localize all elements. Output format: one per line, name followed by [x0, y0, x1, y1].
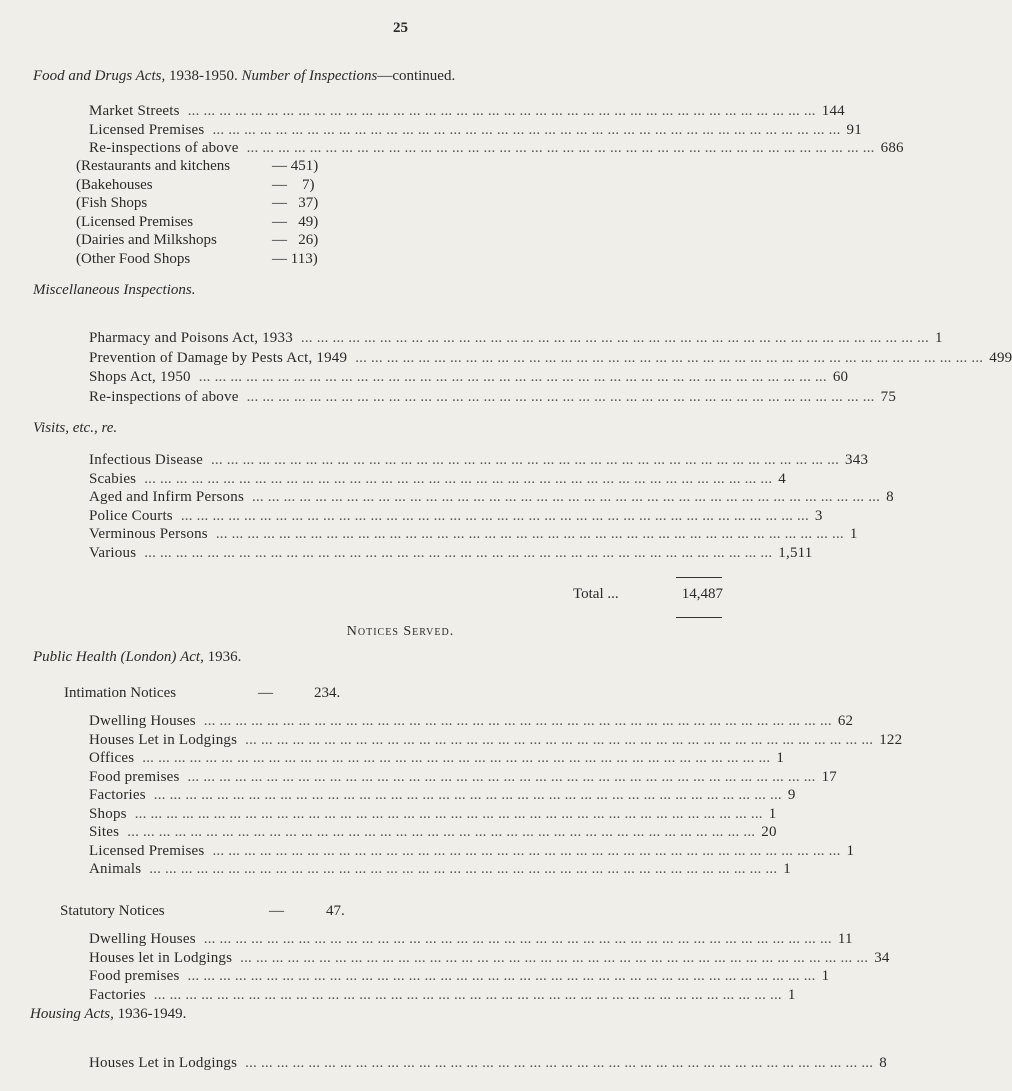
row-value: 75	[880, 388, 897, 405]
row-label: Sites	[89, 824, 120, 840]
row-label: Food premises	[89, 768, 180, 785]
row-label: Licensed Premises	[89, 121, 205, 138]
row-label: Re-inspections of above	[89, 388, 239, 405]
statutory-dash: —	[269, 903, 284, 919]
row-value: 1,511	[778, 544, 813, 561]
row-label: Aged and Infirm Persons	[89, 489, 244, 505]
food-inspection-row	[89, 140, 904, 158]
housing-row	[89, 1055, 887, 1073]
row-value: 8	[886, 489, 894, 505]
row-value: 60	[832, 369, 849, 385]
misc-inspection-row	[89, 330, 943, 348]
visit-row	[89, 470, 786, 489]
row-label: Market Streets	[89, 103, 180, 119]
food-inspection-row	[89, 103, 845, 121]
intimation-dash: —	[258, 685, 273, 701]
visits-heading	[33, 420, 117, 437]
reinspection-breakdown-row	[76, 158, 376, 175]
dot-leader: ... ... ... ... ... ... ... ... ... ... ... ... ... ... ... ... ... ... ... ... ... ... ... ... ... ... ... ... ... ... ... ... ... ... ... ... ... ... ... ...	[153, 986, 782, 1003]
intimation-notice-row	[89, 750, 785, 768]
statutory-notice-row	[89, 949, 890, 968]
dot-leader: ... ... ... ... ... ... ... ... ... ... ... ... ... ... ... ... ... ... ... ... ... ... ... ... ... ... ... ... ... ... ... ... ... ... ... ... ... ... ... ...	[187, 968, 816, 984]
dot-leader: ... ... ... ... ... ... ... ... ... ... ... ... ... ... ... ... ... ... ... ... ... ... ... ... ... ... ... ... ... ... ... ... ... ... ... ... ... ... ... ...	[246, 388, 875, 405]
row-label: Pharmacy and Poisons Act, 1933	[89, 330, 293, 346]
row-label: Factories	[89, 986, 146, 1003]
intimation-notice-row	[89, 805, 777, 824]
misc-inspection-row	[89, 349, 1012, 368]
visit-row	[89, 507, 823, 526]
dot-leader: ... ... ... ... ... ... ... ... ... ... ... ... ... ... ... ... ... ... ... ... ... ... ... ... ... ... ... ... ... ... ... ... ... ... ... ... ... ... ... ...	[355, 349, 984, 366]
total-rule-bottom	[676, 617, 722, 618]
food-drugs-heading	[33, 68, 455, 85]
row-label: Houses let in Lodgings	[89, 949, 233, 966]
intimation-notice-row	[89, 824, 777, 842]
breakdown-label: (Other Food Shops	[76, 250, 191, 267]
intimation-notice-row	[89, 861, 791, 879]
intimation-notice-row	[89, 731, 903, 750]
breakdown-label: (Bakehouses	[76, 176, 153, 193]
dot-leader: ... ... ... ... ... ... ... ... ... ... ... ... ... ... ... ... ... ... ... ... ... ... ... ... ... ... ... ... ... ... ... ... ... ... ... ... ... ... ... ...	[252, 489, 881, 505]
dot-leader: ... ... ... ... ... ... ... ... ... ... ... ... ... ... ... ... ... ... ... ... ... ... ... ... ... ... ... ... ... ... ... ... ... ... ... ... ... ... ... ...	[149, 861, 778, 877]
breakdown-label: (Restaurants and kitchens	[76, 158, 231, 174]
statutory-notice-row	[89, 986, 796, 1005]
ph-heading-a: Public Health	[33, 649, 117, 665]
notices-served-heading: Notices Served.	[346, 624, 455, 639]
dot-leader: ... ... ... ... ... ... ... ... ... ... ... ... ... ... ... ... ... ... ... ... ... ... ... ... ... ... ... ... ... ... ... ... ... ... ... ... ... ... ... ...	[215, 526, 844, 542]
visit-row	[89, 489, 894, 507]
dot-leader: ... ... ... ... ... ... ... ... ... ... ... ... ... ... ... ... ... ... ... ... ... ... ... ... ... ... ... ... ... ... ... ... ... ... ... ... ... ... ... ...	[142, 750, 771, 766]
row-value: 11	[837, 931, 853, 947]
ph-heading-c: Act,	[180, 649, 204, 665]
dot-leader: ... ... ... ... ... ... ... ... ... ... ... ... ... ... ... ... ... ... ... ... ... ... ... ... ... ... ... ... ... ... ... ... ... ... ... ... ... ... ... ...	[180, 507, 809, 524]
breakdown-label: (Fish Shops	[76, 195, 148, 211]
breakdown-label: (Dairies and Milkshops	[76, 232, 217, 248]
intimation-notice-row	[89, 768, 837, 787]
statutory-total: 47.	[326, 903, 345, 919]
public-health-heading	[33, 649, 241, 666]
visits-heading-text: Visits, etc., re.	[33, 420, 118, 436]
ph-heading-b: (London)	[120, 649, 177, 665]
dot-leader: ... ... ... ... ... ... ... ... ... ... ... ... ... ... ... ... ... ... ... ... ... ... ... ... ... ... ... ... ... ... ... ... ... ... ... ... ... ... ... ...	[210, 452, 840, 468]
reinspection-breakdown-row	[76, 195, 376, 212]
row-value: 1	[846, 842, 855, 859]
dot-leader: ... ... ... ... ... ... ... ... ... ... ... ... ... ... ... ... ... ... ... ... ... ... ... ... ... ... ... ... ... ... ... ... ... ... ... ... ... ... ... ...	[127, 824, 756, 840]
breakdown-value: — 37)	[272, 195, 319, 211]
dot-leader: ... ... ... ... ... ... ... ... ... ... ... ... ... ... ... ... ... ... ... ... ... ... ... ... ... ... ... ... ... ... ... ... ... ... ... ... ... ... ... ...	[144, 544, 773, 561]
dot-leader: ... ... ... ... ... ... ... ... ... ... ... ... ... ... ... ... ... ... ... ... ... ... ... ... ... ... ... ... ... ... ... ... ... ... ... ... ... ... ... ...	[300, 330, 929, 346]
row-value: 20	[761, 824, 777, 840]
row-value: 3	[814, 507, 823, 524]
row-label: Shops	[89, 805, 127, 822]
row-label: Re-inspections of above	[89, 140, 239, 156]
misc-heading-text: Miscellaneous Inspections.	[33, 282, 196, 298]
intimation-notice-row	[89, 842, 855, 861]
row-value: 34	[874, 949, 890, 966]
dot-leader: ... ... ... ... ... ... ... ... ... ... ... ... ... ... ... ... ... ... ... ... ... ... ... ... ... ... ... ... ... ... ... ... ... ... ... ... ... ... ... ...	[198, 369, 827, 385]
visit-row	[89, 544, 813, 563]
row-label: Various	[89, 544, 137, 561]
misc-heading	[33, 282, 195, 299]
row-label: Houses Let in Lodgings	[89, 1055, 238, 1071]
dot-leader: ... ... ... ... ... ... ... ... ... ... ... ... ... ... ... ... ... ... ... ... ... ... ... ... ... ... ... ... ... ... ... ... ... ... ... ... ... ... ... ...	[212, 842, 841, 859]
row-value: 8	[879, 1055, 887, 1071]
statutory-notice-row	[89, 931, 853, 949]
row-label: Shops Act, 1950	[89, 369, 191, 385]
row-value: 4	[778, 470, 786, 487]
page-number: 25	[393, 20, 408, 36]
total-value: 14,487	[681, 586, 723, 602]
row-label: Food premises	[89, 968, 180, 984]
row-value: 144	[821, 103, 845, 119]
food-heading-inspections: Number of Inspections	[241, 68, 378, 84]
row-label: Houses Let in Lodgings	[89, 731, 238, 748]
breakdown-value: — 113)	[272, 250, 318, 267]
row-label: Licensed Premises	[89, 842, 205, 859]
row-value: 1	[768, 805, 777, 822]
dot-leader: ... ... ... ... ... ... ... ... ... ... ... ... ... ... ... ... ... ... ... ... ... ... ... ... ... ... ... ... ... ... ... ... ... ... ... ... ... ... ... ...	[240, 949, 869, 966]
statutory-notice-row	[89, 968, 830, 986]
food-heading-years: 1938-1950.	[168, 68, 238, 84]
row-value: 1	[787, 986, 796, 1003]
row-value: 1	[783, 861, 791, 877]
row-label: Dwelling Houses	[89, 931, 196, 947]
total-rule-top	[676, 577, 722, 578]
intimation-total: 234.	[314, 685, 341, 701]
row-value: 122	[879, 731, 903, 748]
reinspection-breakdown-row	[76, 177, 376, 194]
intimation-notices-label: Intimation Notices	[64, 685, 177, 701]
misc-inspection-row	[89, 388, 897, 407]
dot-leader: ... ... ... ... ... ... ... ... ... ... ... ... ... ... ... ... ... ... ... ... ... ... ... ... ... ... ... ... ... ... ... ... ... ... ... ... ... ... ... ...	[134, 805, 763, 822]
row-value: 1	[821, 968, 830, 984]
dot-leader: ... ... ... ... ... ... ... ... ... ... ... ... ... ... ... ... ... ... ... ... ... ... ... ... ... ... ... ... ... ... ... ... ... ... ... ... ... ... ... ...	[187, 768, 816, 785]
dot-leader: ... ... ... ... ... ... ... ... ... ... ... ... ... ... ... ... ... ... ... ... ... ... ... ... ... ... ... ... ... ... ... ... ... ... ... ... ... ... ... ...	[144, 470, 773, 487]
row-label: Verminous Persons	[89, 526, 208, 542]
visit-row	[89, 526, 858, 544]
housing-heading-b: 1936-1949.	[117, 1006, 187, 1022]
housing-heading-a: Housing Acts,	[30, 1006, 114, 1022]
breakdown-value: — 49)	[272, 213, 319, 230]
reinspection-breakdown-row	[76, 251, 376, 268]
row-value: 1	[934, 330, 943, 346]
row-value: 499	[989, 349, 1012, 366]
reinspection-breakdown-row	[76, 232, 376, 249]
breakdown-label: (Licensed Premises	[76, 213, 194, 230]
row-value: 1	[849, 526, 858, 542]
visit-row	[89, 452, 869, 470]
food-inspection-row	[89, 121, 862, 140]
dot-leader: ... ... ... ... ... ... ... ... ... ... ... ... ... ... ... ... ... ... ... ... ... ... ... ... ... ... ... ... ... ... ... ... ... ... ... ... ... ... ... ...	[203, 931, 832, 947]
row-label: Scabies	[89, 470, 137, 487]
ph-heading-year: 1936.	[207, 649, 242, 665]
row-label: Factories	[89, 787, 146, 803]
housing-acts-heading	[30, 1006, 186, 1023]
row-label: Police Courts	[89, 507, 173, 524]
dot-leader: ... ... ... ... ... ... ... ... ... ... ... ... ... ... ... ... ... ... ... ... ... ... ... ... ... ... ... ... ... ... ... ... ... ... ... ... ... ... ... ...	[245, 731, 874, 748]
breakdown-value: — 451)	[272, 158, 319, 174]
dot-leader: ... ... ... ... ... ... ... ... ... ... ... ... ... ... ... ... ... ... ... ... ... ... ... ... ... ... ... ... ... ... ... ... ... ... ... ... ... ... ... ...	[245, 1055, 874, 1071]
row-value: 1	[776, 750, 785, 766]
dot-leader: ... ... ... ... ... ... ... ... ... ... ... ... ... ... ... ... ... ... ... ... ... ... ... ... ... ... ... ... ... ... ... ... ... ... ... ... ... ... ... ...	[246, 140, 875, 156]
dot-leader: ... ... ... ... ... ... ... ... ... ... ... ... ... ... ... ... ... ... ... ... ... ... ... ... ... ... ... ... ... ... ... ... ... ... ... ... ... ... ... ...	[203, 713, 832, 729]
row-value: 17	[821, 768, 837, 785]
total-label: Total ...	[573, 586, 619, 602]
row-label: Offices	[89, 750, 135, 766]
breakdown-value: — 7)	[272, 176, 315, 193]
intimation-notice-row	[89, 713, 854, 731]
row-value: 9	[787, 787, 796, 803]
food-heading-tail: —continued.	[377, 68, 456, 84]
dot-leader: ... ... ... ... ... ... ... ... ... ... ... ... ... ... ... ... ... ... ... ... ... ... ... ... ... ... ... ... ... ... ... ... ... ... ... ... ... ... ... ...	[212, 121, 841, 138]
row-value: 62	[837, 713, 854, 729]
misc-inspection-row	[89, 369, 849, 387]
intimation-notice-row	[89, 787, 796, 805]
food-heading-act: Food and Drugs Acts,	[33, 68, 166, 84]
row-label: Animals	[89, 861, 142, 877]
reinspection-breakdown-row	[76, 214, 376, 231]
row-label: Prevention of Damage by Pests Act, 1949	[89, 349, 348, 366]
breakdown-value: — 26)	[272, 232, 319, 248]
row-label: Dwelling Houses	[89, 713, 196, 729]
row-value: 343	[845, 452, 869, 468]
row-value: 686	[880, 140, 904, 156]
statutory-notices-label: Statutory Notices	[60, 903, 165, 919]
dot-leader: ... ... ... ... ... ... ... ... ... ... ... ... ... ... ... ... ... ... ... ... ... ... ... ... ... ... ... ... ... ... ... ... ... ... ... ... ... ... ... ...	[153, 787, 782, 803]
dot-leader: ... ... ... ... ... ... ... ... ... ... ... ... ... ... ... ... ... ... ... ... ... ... ... ... ... ... ... ... ... ... ... ... ... ... ... ... ... ... ... ...	[187, 103, 816, 119]
row-label: Infectious Disease	[89, 452, 203, 468]
row-value: 91	[846, 121, 862, 138]
